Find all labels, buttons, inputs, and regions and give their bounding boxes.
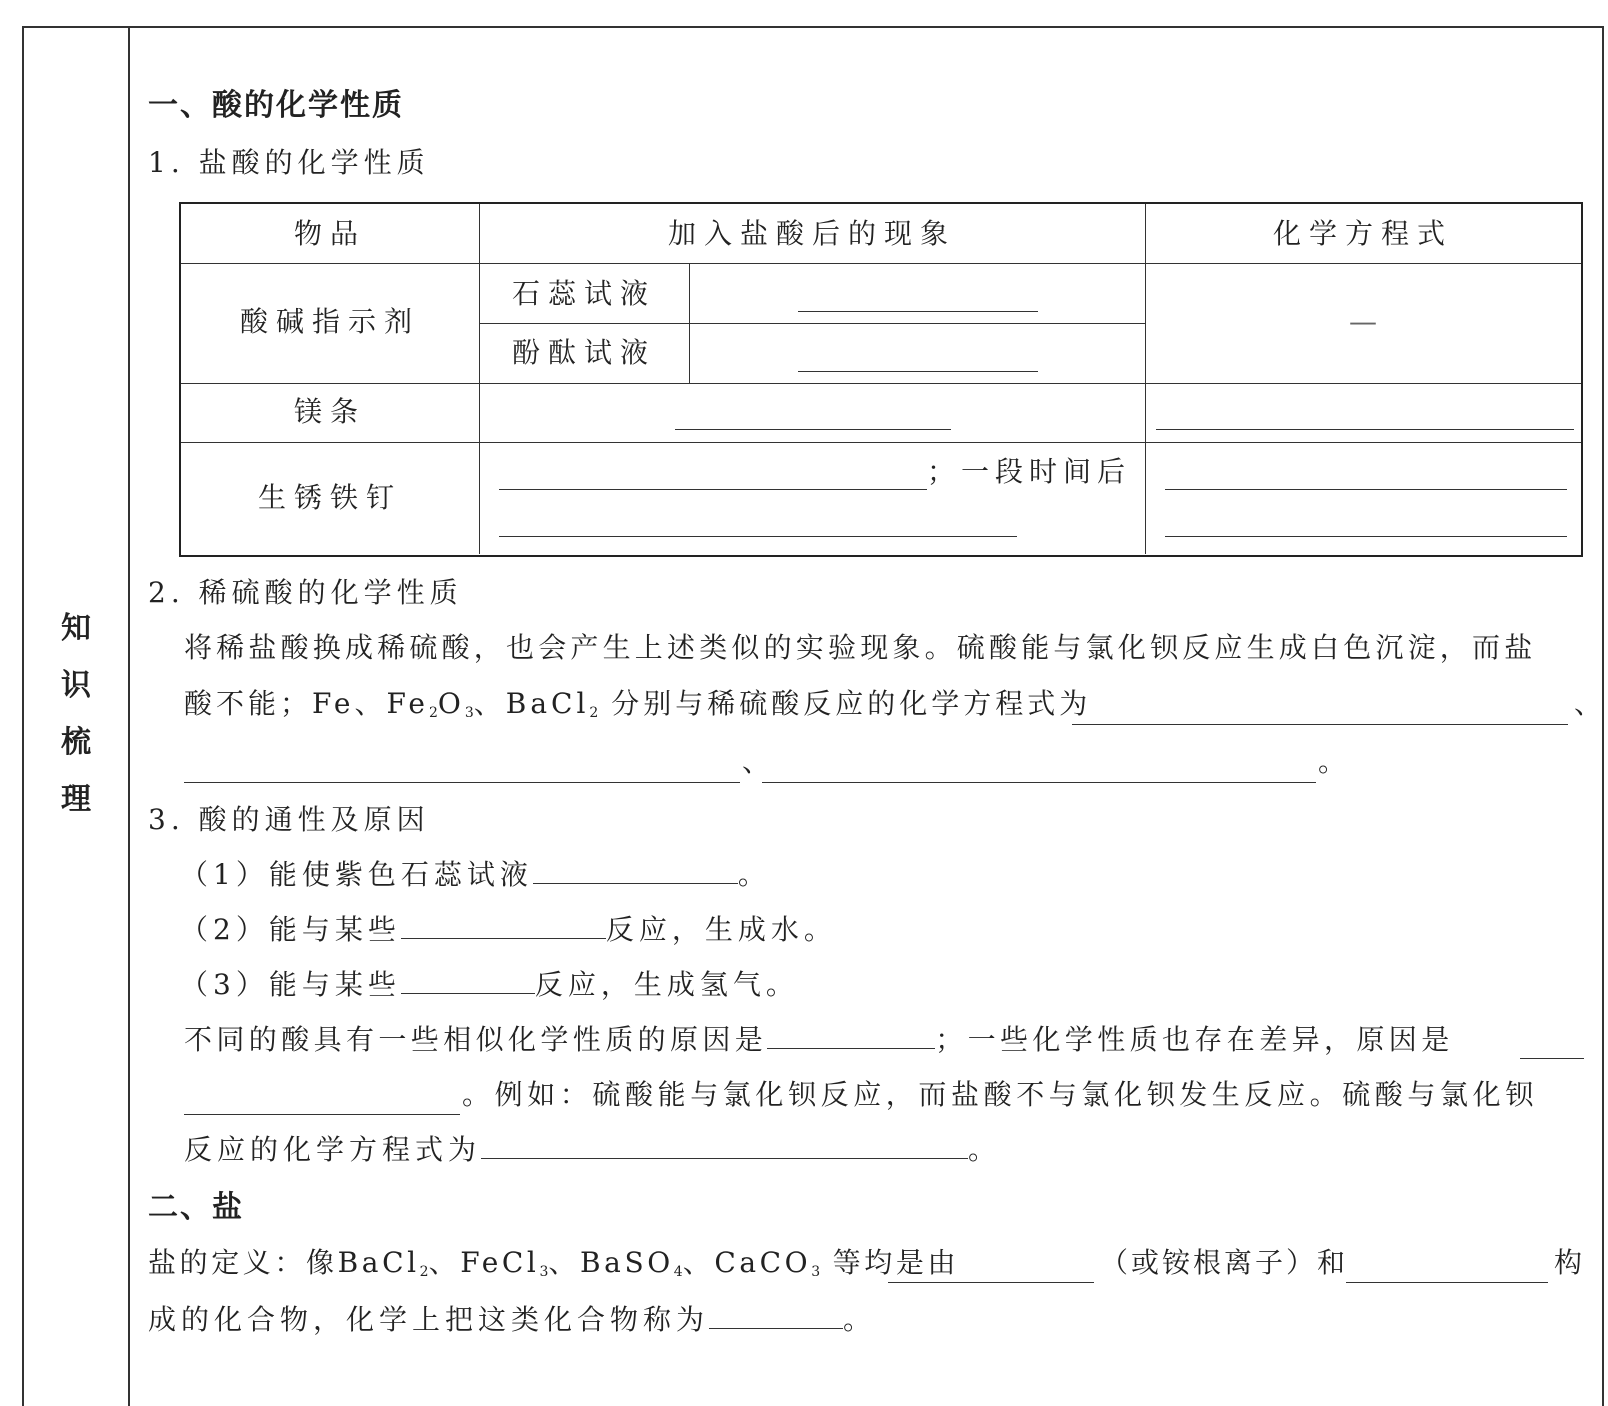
answer-blank[interactable] <box>675 429 951 430</box>
text: 等均是由 <box>832 1246 960 1279</box>
text: （2）能与某些 <box>180 913 401 946</box>
salt-definition-line <box>148 1302 876 1338</box>
salt-definition-line <box>148 1245 959 1290</box>
text: 成的化合物，化学上把这类化合物称为 <box>148 1303 710 1336</box>
answer-blank[interactable] <box>762 782 1316 783</box>
answer-blank[interactable] <box>481 1132 968 1159</box>
text: 分别与稀硫酸反应的化学方程式为 <box>611 687 1092 720</box>
reason-line <box>184 1022 1454 1058</box>
text: 。 <box>968 1133 1002 1166</box>
separator: 、 <box>742 745 771 778</box>
phenolphthalein-label: 酚酞试液 <box>511 336 656 369</box>
text: （1）能使紫色石蕊试液 <box>180 858 533 891</box>
table-vline <box>479 204 480 554</box>
hcl-properties-table <box>179 202 1583 557</box>
row-label-indicator: 酸碱指示剂 <box>239 305 420 338</box>
row-label-rusty-nail: 生锈铁钉 <box>257 481 402 514</box>
table-hline <box>181 442 1581 443</box>
answer-blank[interactable] <box>401 912 606 939</box>
reason-line <box>184 1132 1001 1168</box>
sub2-paragraph-line: 将稀盐酸换成稀硫酸，也会产生上述类似的实验现象。硫酸能与氯化钡反应生成白色沉淀，而盐 <box>184 631 1537 664</box>
table-vline <box>1145 204 1146 554</box>
table-header: 加入盐酸后的现象 <box>667 217 956 250</box>
answer-blank[interactable] <box>1072 724 1568 725</box>
answer-blank[interactable] <box>499 536 1017 537</box>
no-equation-dash: — <box>1349 305 1377 338</box>
text: （3）能与某些 <box>180 968 401 1001</box>
answer-blank[interactable] <box>1165 536 1567 537</box>
table-vline <box>689 264 690 384</box>
section1-title: 一、酸的化学性质 <box>148 88 404 123</box>
reason-line: 。例如：硫酸能与氯化钡反应，而盐酸不与氯化钡发生反应。硫酸与氯化钡 <box>462 1078 1538 1111</box>
section2-title: 二、盐 <box>148 1190 244 1225</box>
property-item-2 <box>180 912 837 948</box>
answer-blank[interactable] <box>1156 429 1574 430</box>
answer-blank[interactable] <box>499 489 927 490</box>
separator: 、 <box>1574 687 1603 720</box>
row-label-magnesium: 镁条 <box>293 395 366 428</box>
text: ；一些化学性质也存在差异，原因是 <box>935 1023 1454 1056</box>
answer-blank[interactable] <box>1346 1282 1548 1283</box>
sidebar-divider <box>128 26 130 1406</box>
sidebar-char: 梳 <box>61 725 91 760</box>
formula-list: BaCl$_2$、FeCl$_3$、BaSO$_4$、CaCO$_3$ <box>337 1246 821 1280</box>
table-hline <box>181 383 1581 384</box>
answer-blank[interactable] <box>767 1022 935 1049</box>
text: 构 <box>1554 1246 1583 1279</box>
text: 反应的化学方程式为 <box>184 1133 482 1166</box>
answer-blank[interactable] <box>1520 1058 1584 1059</box>
after-time-text: ；一段时间后 <box>927 455 1132 488</box>
period: 。 <box>1318 745 1347 778</box>
text: 盐的定义：像 <box>148 1246 338 1279</box>
sidebar-char: 知 <box>61 611 91 646</box>
table-header: 物品 <box>293 217 366 250</box>
answer-blank[interactable] <box>798 311 1038 312</box>
answer-blank[interactable] <box>1165 489 1567 490</box>
sub1-title: 1. 盐酸的化学性质 <box>148 146 430 179</box>
answer-blank[interactable] <box>533 857 738 884</box>
table-hline <box>479 323 1145 324</box>
text: （或铵根离子）和 <box>1100 1246 1349 1279</box>
answer-blank[interactable] <box>798 371 1038 372</box>
litmus-label: 石蕊试液 <box>511 277 656 310</box>
text: 反应，生成氢气。 <box>534 968 799 1001</box>
text: 不同的酸具有一些相似化学性质的原因是 <box>184 1023 768 1056</box>
answer-blank[interactable] <box>888 1282 1094 1283</box>
formula-list: Fe、$Fe_2O_3$、BaCl$_2$ <box>312 687 599 721</box>
text: 。 <box>737 858 771 891</box>
sidebar-char: 识 <box>61 668 91 703</box>
sidebar-label <box>56 600 96 828</box>
property-item-1 <box>180 857 771 893</box>
sub3-title: 3. 酸的通性及原因 <box>148 803 430 836</box>
property-item-3 <box>180 967 799 1003</box>
table-hline <box>181 263 1581 264</box>
answer-blank[interactable] <box>184 782 740 783</box>
answer-blank[interactable] <box>401 967 535 994</box>
table-header: 化学方程式 <box>1272 217 1453 250</box>
answer-blank[interactable] <box>709 1302 843 1329</box>
text: 反应，生成水。 <box>605 913 837 946</box>
answer-blank[interactable] <box>184 1114 460 1115</box>
sub2-title: 2. 稀硫酸的化学性质 <box>148 576 463 609</box>
sub2-paragraph-line <box>184 686 1091 731</box>
text: 酸不能； <box>184 687 313 720</box>
sidebar-char: 理 <box>61 782 91 817</box>
text: 。 <box>843 1303 877 1336</box>
